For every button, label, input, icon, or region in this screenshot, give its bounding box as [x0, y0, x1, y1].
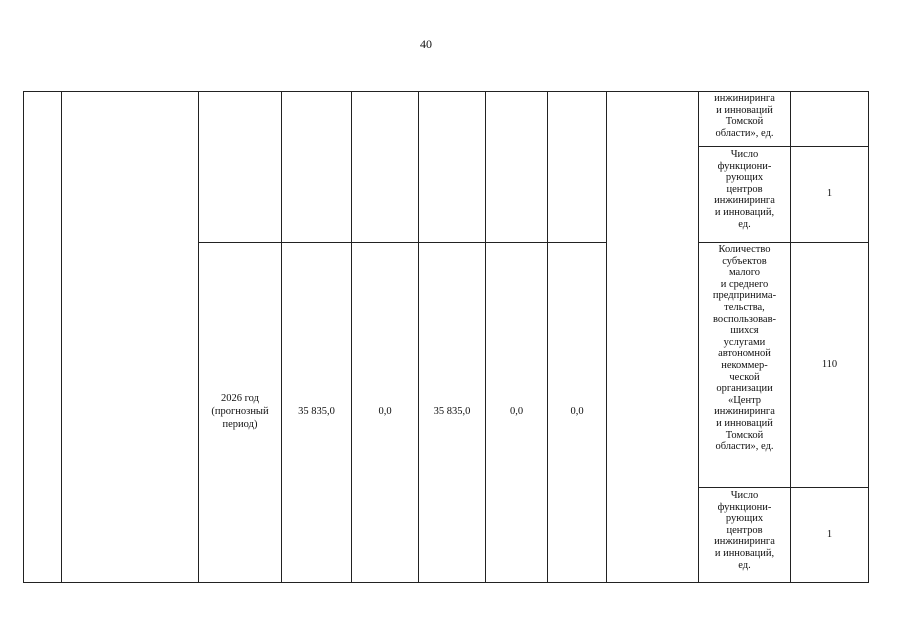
other-funding-cell: 0,0 [570, 406, 584, 418]
table-border-right [868, 91, 869, 583]
table-border-left [23, 91, 24, 583]
indicator-value: 110 [821, 358, 838, 370]
column-divider [606, 91, 607, 583]
federal-funding-cell: 0,0 [378, 406, 392, 418]
period-cell: 2026 год (прогнозный период) [211, 393, 269, 430]
indicator-value: 1 [826, 528, 833, 540]
indicator-value: 1 [826, 188, 833, 200]
indicator-name-sme-count: Количество субъектов малого и среднего предпринима- тельства, воспользовав- шихся услугами автономной некоммер- ческой организации «Центр инжиниринга и инноваций Томской области», ед. [712, 244, 777, 453]
table-border-bottom [23, 582, 869, 583]
indicator-name-engineering-centers: Число функциони- рующих центров инжиниринга и инноваций, ед. [714, 490, 775, 571]
page-number: 40 [420, 37, 432, 51]
indicator-name-engineering-centers: Число функциони- рующих центров инжиниринга и инноваций, ед. [714, 149, 775, 230]
total-funding-cell: 35 835,0 [298, 406, 335, 418]
local-funding-cell: 0,0 [509, 406, 524, 418]
regional-funding-cell: 35 835,0 [433, 406, 471, 418]
indicator-name-continued: инжиниринга и инноваций Томской области», ед. [714, 93, 775, 139]
table-border-top [23, 91, 869, 92]
column-divider [61, 91, 62, 583]
